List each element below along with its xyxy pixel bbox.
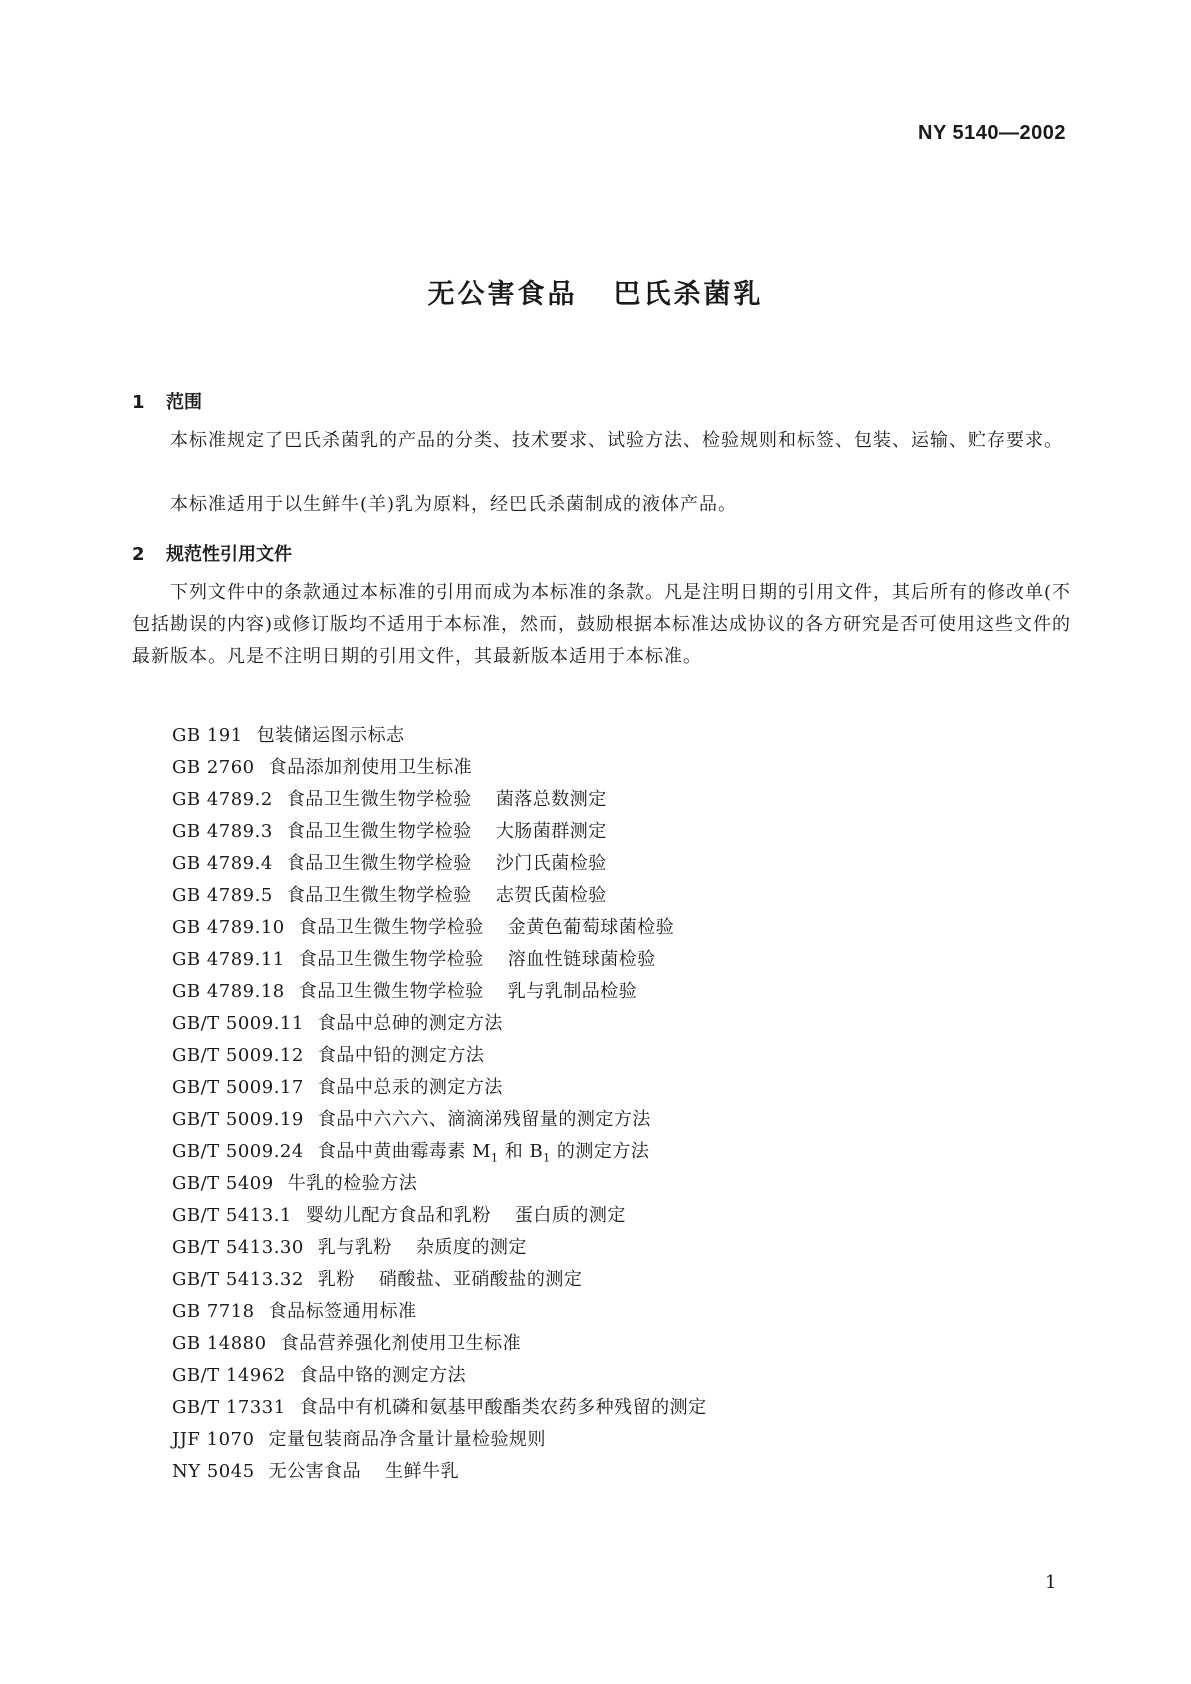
reference-item: GB/T 14962 食品中铬的测定方法 [172,1365,467,1386]
section-1-paragraph-1: 本标准规定了巴氏杀菌乳的产品的分类、技术要求、试验方法、检验规则和标签、包装、运输、贮存要求。 [170,430,1063,451]
reference-item: GB 191 包装储运图示标志 [172,725,405,746]
reference-item: GB 7718 食品标签通用标准 [172,1301,417,1322]
reference-item: GB/T 5009.24 食品中黄曲霉毒素 $M_1$ 和 $B_1$ 的测定方法 [172,1141,650,1165]
reference-item: GB/T 5413.32 乳粉 硝酸盐、亚硝酸盐的测定 [172,1269,583,1290]
section-1-number: 1 [132,392,145,413]
reference-item: JJF 1070 定量包装商品净含量计量检验规则 [172,1429,546,1450]
section-2-number: 2 [132,544,145,565]
reference-item: GB/T 5009.11 食品中总砷的测定方法 [172,1013,503,1034]
reference-item: GB 4789.10 食品卫生微生物学检验 金黄色葡萄球菌检验 [172,917,675,938]
section-2-intro: 下列文件中的条款通过本标准的引用而成为本标准的条款。凡是注明日期的引用文件，其后所有的修改单(不包括勘误的内容)或修订版均不适用于本标准，然而，鼓励根据本标准达成协议的各方研究是否可使用这些文件的最新版本。凡是不注明日期的引用文件，其最新版本适用于本标准。 [132,582,1072,667]
reference-item: GB/T 17331 食品中有机磷和氨基甲酸酯类农药多种残留的测定 [172,1397,707,1418]
reference-item: GB/T 5413.1 婴幼儿配方食品和乳粉 蛋白质的测定 [172,1205,626,1226]
section-2-heading [132,540,292,566]
reference-item: GB 4789.5 食品卫生微生物学检验 志贺氏菌检验 [172,885,607,906]
reference-item: GB 2760 食品添加剂使用卫生标准 [172,757,473,778]
title-part-2: 巴氏杀菌乳 [613,279,764,310]
section-2-title: 规范性引用文件 [166,544,292,565]
section-1-heading [132,388,202,414]
document-title [0,272,1191,311]
reference-item: GB 4789.2 食品卫生微生物学检验 菌落总数测定 [172,789,607,810]
reference-item: NY 5045 无公害食品 生鲜牛乳 [172,1461,460,1482]
reference-item: GB/T 5409 牛乳的检验方法 [172,1173,418,1194]
page-number: 1 [1045,1572,1057,1593]
standard-code: NY 5140—2002 [918,122,1066,144]
reference-item: GB/T 5009.12 食品中铅的测定方法 [172,1045,485,1066]
reference-item: GB/T 5413.30 乳与乳粉 杂质度的测定 [172,1237,527,1258]
reference-item: GB 14880 食品营养强化剂使用卫生标准 [172,1333,522,1354]
reference-item: GB 4789.18 食品卫生微生物学检验 乳与乳制品检验 [172,981,638,1002]
section-1-title: 范围 [166,392,202,413]
section-1-paragraph-2: 本标准适用于以生鲜牛(羊)乳为原料，经巴氏杀菌制成的液体产品。 [170,494,738,515]
reference-item: GB 4789.3 食品卫生微生物学检验 大肠菌群测定 [172,821,607,842]
reference-item: GB/T 5009.19 食品中六六六、滴滴涕残留量的测定方法 [172,1109,651,1130]
reference-item: GB 4789.4 食品卫生微生物学检验 沙门氏菌检验 [172,853,607,874]
normative-references-list [172,720,707,1488]
reference-item: GB/T 5009.17 食品中总汞的测定方法 [172,1077,503,1098]
title-part-1: 无公害食品 [427,279,578,310]
reference-item: GB 4789.11 食品卫生微生物学检验 溶血性链球菌检验 [172,949,656,970]
